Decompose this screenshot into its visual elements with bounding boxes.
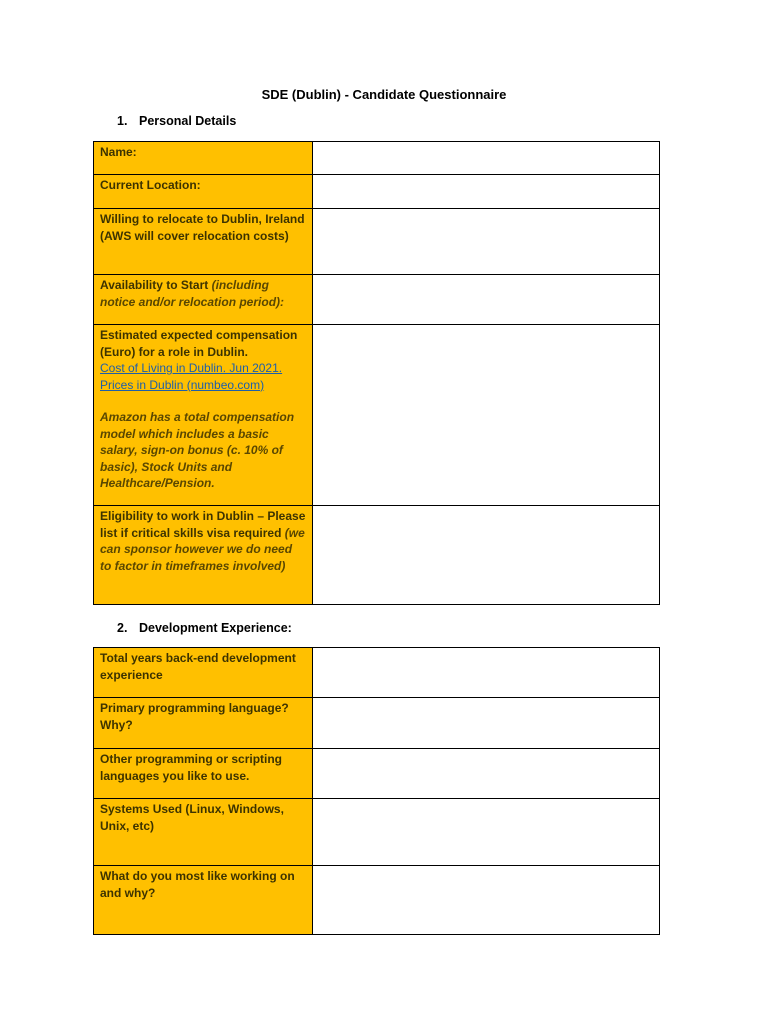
compensation-field[interactable] <box>313 325 660 506</box>
most-like-working-label: What do you most like working on and why? <box>94 866 313 935</box>
table-row <box>94 142 660 175</box>
name-label: Name: <box>94 142 313 175</box>
primary-language-label: Primary programming language? Why? <box>94 698 313 749</box>
other-languages-field[interactable] <box>313 749 660 799</box>
name-field[interactable] <box>313 142 660 175</box>
section-heading-personal-details <box>117 114 236 128</box>
section-heading-development-experience <box>117 621 292 635</box>
eligibility-label: Eligibility to work in Dublin – Please list if critical skills visa required (we can sponsor however we do need to factor in timeframes involved) <box>94 506 313 605</box>
backend-years-field[interactable] <box>313 648 660 698</box>
current-location-label: Current Location: <box>94 175 313 209</box>
table-row <box>94 866 660 935</box>
table-row <box>94 175 660 209</box>
table-row <box>94 209 660 275</box>
section-number: 1. <box>117 114 128 128</box>
backend-years-label: Total years back-end development experience <box>94 648 313 698</box>
systems-used-field[interactable] <box>313 799 660 866</box>
section-heading-text: Development Experience: <box>139 621 292 635</box>
section-number: 2. <box>117 621 128 635</box>
current-location-field[interactable] <box>313 175 660 209</box>
relocate-field[interactable] <box>313 209 660 275</box>
table-row <box>94 325 660 506</box>
eligibility-field[interactable] <box>313 506 660 605</box>
systems-used-label: Systems Used (Linux, Windows, Unix, etc) <box>94 799 313 866</box>
document-title: SDE (Dublin) - Candidate Questionnaire <box>261 87 507 102</box>
table-row <box>94 506 660 605</box>
table-row <box>94 648 660 698</box>
availability-label: Availability to Start (including notice and/or relocation period): <box>94 275 313 325</box>
relocate-label: Willing to relocate to Dublin, Ireland (AWS will cover relocation costs) <box>94 209 313 275</box>
personal-details-table <box>93 141 660 605</box>
table-row <box>94 799 660 866</box>
other-languages-label: Other programming or scripting languages you like to use. <box>94 749 313 799</box>
cost-of-living-link[interactable]: Cost of Living in Dublin. Jun 2021. Prices in Dublin (numbeo.com) <box>100 361 283 392</box>
section-heading-text: Personal Details <box>139 114 237 128</box>
table-row <box>94 275 660 325</box>
most-like-working-field[interactable] <box>313 866 660 935</box>
compensation-label: Estimated expected compensation (Euro) for a role in Dublin. Cost of Living in Dublin. Jun 2021. Prices in Dublin (numbeo.com) Amazon has a total compensation model which includes a basic salary, sign-on bonus (c. 10% of basic), Stock Units and Healthcare/Pension. <box>94 325 313 506</box>
table-row <box>94 698 660 749</box>
table-row <box>94 749 660 799</box>
primary-language-field[interactable] <box>313 698 660 749</box>
development-experience-table <box>93 647 660 935</box>
availability-field[interactable] <box>313 275 660 325</box>
